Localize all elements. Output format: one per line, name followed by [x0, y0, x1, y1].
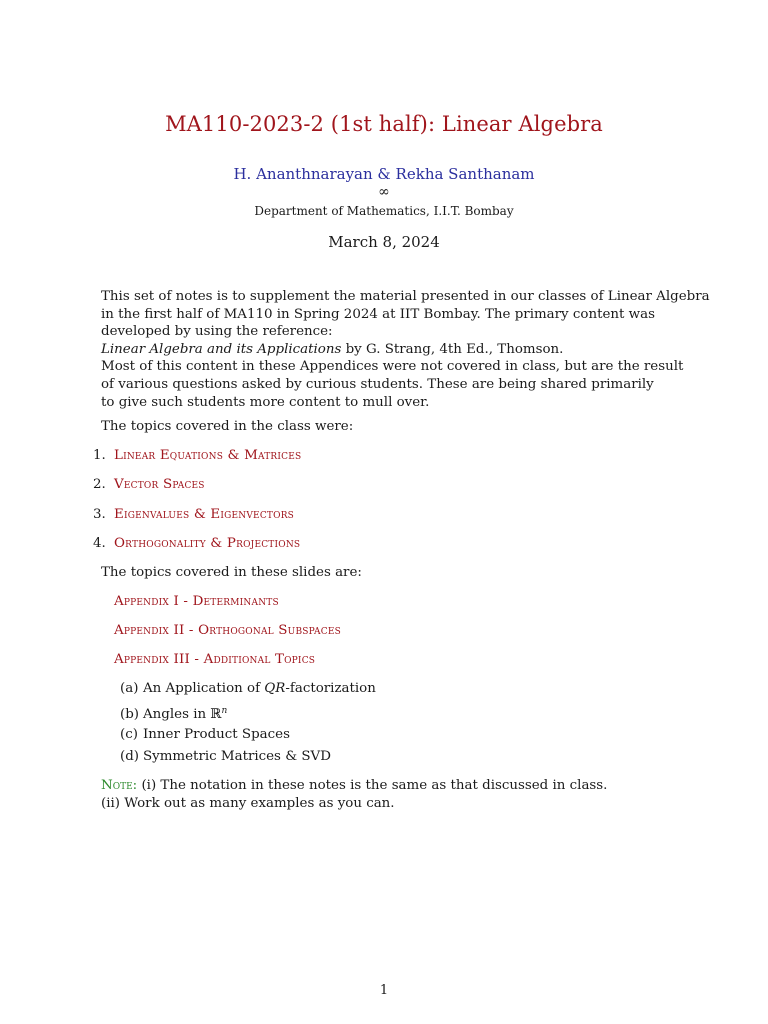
note-text: (i) The notation in these notes is the same as that discussed in class.: [137, 778, 608, 793]
list-item-number: 1.: [93, 448, 106, 463]
list-item: [120, 703, 376, 726]
reference-book-details: by G. Strang, 4th Ed., Thomson.: [341, 341, 564, 357]
appendix-link[interactable]: Appendix III - Additional Topics: [114, 652, 316, 668]
list-item-number: 4.: [93, 535, 106, 551]
list-item: [120, 748, 376, 771]
intro-line: to give such students more content to mull over.: [101, 394, 430, 410]
slide-topics-heading: The topics covered in these slides are:: [101, 565, 362, 580]
topic-link[interactable]: Linear Equations & Matrices: [114, 448, 302, 463]
list-item-letter: (c): [120, 726, 138, 742]
list-item: [114, 622, 341, 651]
appendix-link[interactable]: Appendix I - Determinants: [114, 594, 279, 609]
note-paragraph: [101, 777, 701, 812]
intro-paragraph: [101, 288, 710, 411]
document-title: MA110-2023-2 (1st half): Linear Algebra: [165, 112, 603, 136]
additional-topics-sublist: [120, 680, 376, 771]
subitem-text: Inner Product Spaces: [143, 726, 290, 742]
list-item: [93, 476, 301, 505]
subitem-text: Angles in: [143, 706, 211, 722]
intro-line: of various questions asked by curious students. These are being shared primarily: [101, 376, 654, 392]
note-line: (ii) Work out as many examples as you can.: [101, 795, 395, 811]
appendix-link[interactable]: Appendix II - Orthogonal Subspaces: [114, 623, 341, 639]
subitem-text: -factorization: [285, 681, 376, 696]
subitem-math: QR: [264, 681, 286, 696]
list-item-letter: (d): [120, 749, 140, 765]
intro-line: developed by using the reference:: [101, 324, 333, 340]
list-item-number: 3.: [93, 506, 106, 522]
list-item-letter: (a): [120, 681, 139, 696]
note-label: Note:: [101, 778, 138, 793]
subitem-math: ℝ: [210, 706, 222, 722]
topic-link[interactable]: Vector Spaces: [114, 477, 205, 493]
document-date: March 8, 2024: [328, 233, 440, 251]
list-item: [93, 447, 301, 476]
reference-book-title: Linear Algebra and its Applications: [101, 341, 342, 357]
list-item: [120, 680, 376, 703]
intro-line: Most of this content in these Appendices were not covered in class, but are the result: [101, 359, 684, 375]
list-item: [120, 726, 376, 749]
intro-line: This set of notes is to supplement the material presented in our classes of Linear Algebra: [101, 289, 710, 304]
class-topics-list: [93, 447, 301, 564]
appendix-list: [114, 593, 341, 681]
list-item: [114, 651, 341, 680]
list-item: [93, 506, 301, 535]
note-line: [101, 777, 701, 795]
intro-reference-line: [101, 341, 701, 359]
intro-line: in the first half of MA110 in Spring 2024 at IIT Bombay. The primary content was: [101, 306, 655, 322]
list-item-letter: (b): [120, 706, 140, 722]
document-authors: H. Ananthnarayan & Rekha Santhanam: [233, 165, 535, 183]
topic-link[interactable]: Eigenvalues & Eigenvectors: [114, 506, 295, 522]
subitem-superscript: n: [221, 705, 228, 716]
infinity-symbol: ∞: [378, 184, 390, 200]
list-item-number: 2.: [93, 477, 106, 493]
department-affiliation: Department of Mathematics, I.I.T. Bombay: [254, 204, 514, 218]
subitem-text: An Application of: [143, 681, 265, 696]
page-number: 1: [379, 983, 389, 998]
list-item: [114, 593, 341, 622]
class-topics-heading: The topics covered in the class were:: [101, 419, 354, 434]
list-item: [93, 535, 301, 564]
topic-link[interactable]: Orthogonality & Projections: [114, 535, 301, 551]
subitem-text: Symmetric Matrices & SVD: [143, 749, 331, 765]
